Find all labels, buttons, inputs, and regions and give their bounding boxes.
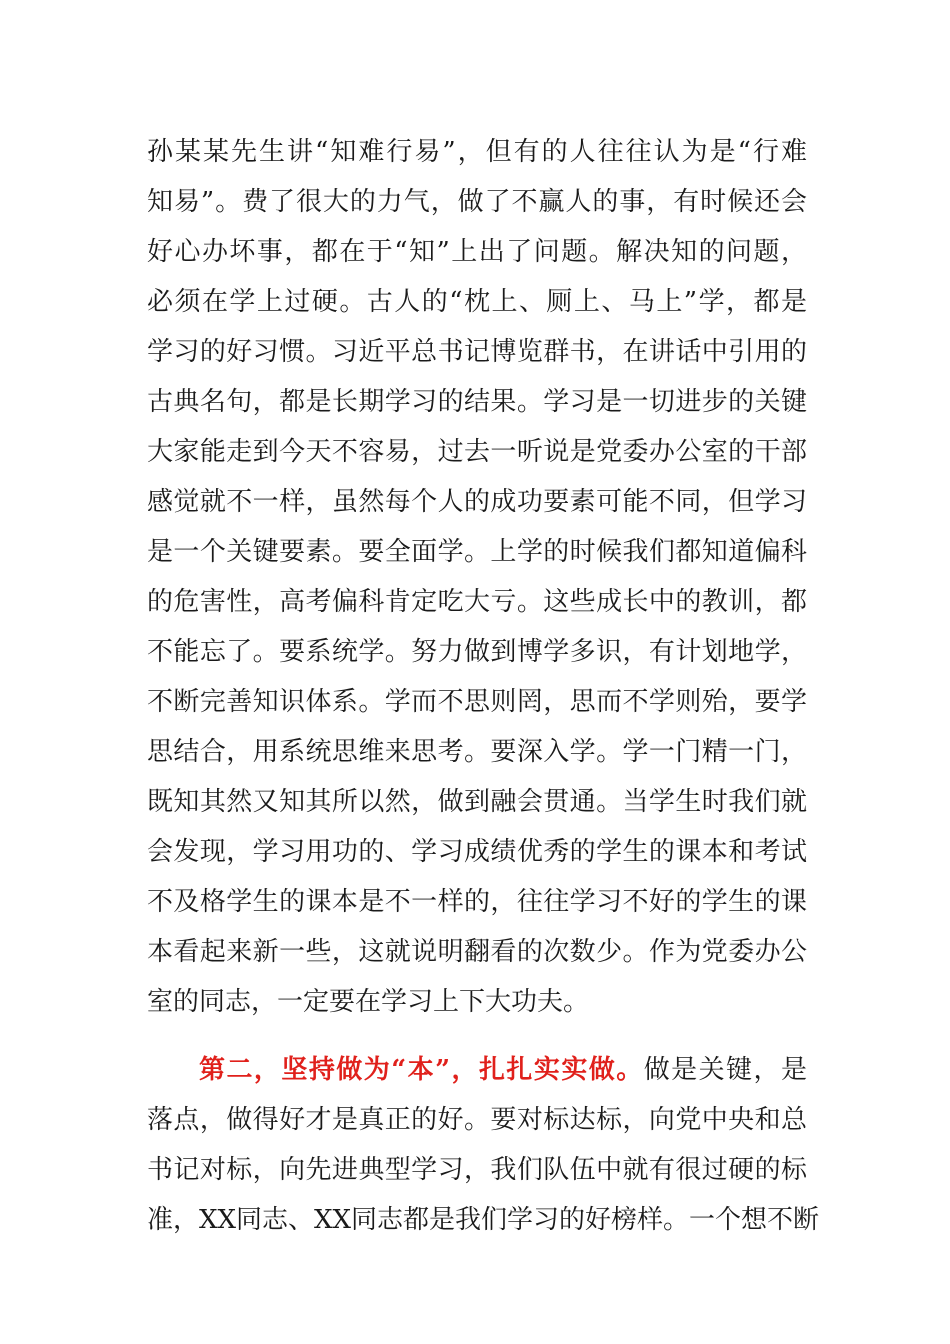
section-heading: 第二，坚持做为“本”，扎扎实实做。	[199, 1055, 644, 1085]
paragraph-gap	[147, 1027, 807, 1045]
text-line: 书记对标，向先进典型学习，我们队伍中就有很过硬的标	[147, 1155, 807, 1185]
paragraph-learning	[147, 127, 807, 1027]
text-line: 准，XX同志、XX同志都是我们学习的好榜样。一个想不断	[147, 1205, 820, 1235]
text-line: 不及格学生的课本是不一样的，往往学习不好的学生的课	[147, 887, 807, 917]
text-line: 古典名句，都是长期学习的结果。学习是一切进步的关键	[147, 387, 807, 417]
text-line: 本看起来新一些，这就说明翻看的次数少。作为党委办公	[147, 937, 807, 967]
text-line: 学习的好习惯。习近平总书记博览群书，在讲话中引用的	[147, 337, 807, 367]
text-line: 既知其然又知其所以然，做到融会贯通。当学生时我们就	[147, 787, 807, 817]
text-line: 不能忘了。要系统学。努力做到博学多识，有计划地学，	[147, 637, 807, 667]
text-line: 必须在学上过硬。古人的“枕上、厕上、马上”学，都是	[147, 287, 807, 317]
text-line: 大家能走到今天不容易，过去一听说是党委办公室的干部	[147, 437, 807, 467]
paragraph-doing	[147, 1045, 820, 1245]
text-line: 感觉就不一样，虽然每个人的成功要素可能不同，但学习	[147, 487, 807, 517]
text-line: 好心办坏事，都在于“知”上出了问题。解决知的问题，	[147, 237, 807, 267]
text-line: 的危害性，高考偏科肯定吃大亏。这些成长中的教训，都	[147, 587, 807, 617]
text-line: 会发现，学习用功的、学习成绩优秀的学生的课本和考试	[147, 837, 807, 867]
heading-line-rest: 做是关键，是	[643, 1055, 807, 1085]
text-line: 不断完善知识体系。学而不思则罔，思而不学则殆，要学	[147, 687, 807, 717]
text-line: 思结合，用系统思维来思考。要深入学。学一门精一门，	[147, 737, 807, 767]
text-line-with-heading	[147, 1045, 807, 1095]
text-line: 知易”。费了很大的力气，做了不赢人的事，有时候还会	[147, 187, 807, 217]
document-page	[147, 127, 820, 1245]
text-line: 孙某某先生讲“知难行易”，但有的人往往认为是“行难	[147, 137, 807, 167]
text-line: 落点，做得好才是真正的好。要对标达标，向党中央和总	[147, 1105, 807, 1135]
text-line: 是一个关键要素。要全面学。上学的时候我们都知道偏科	[147, 537, 807, 567]
text-line: 室的同志，一定要在学习上下大功夫。	[147, 987, 590, 1017]
